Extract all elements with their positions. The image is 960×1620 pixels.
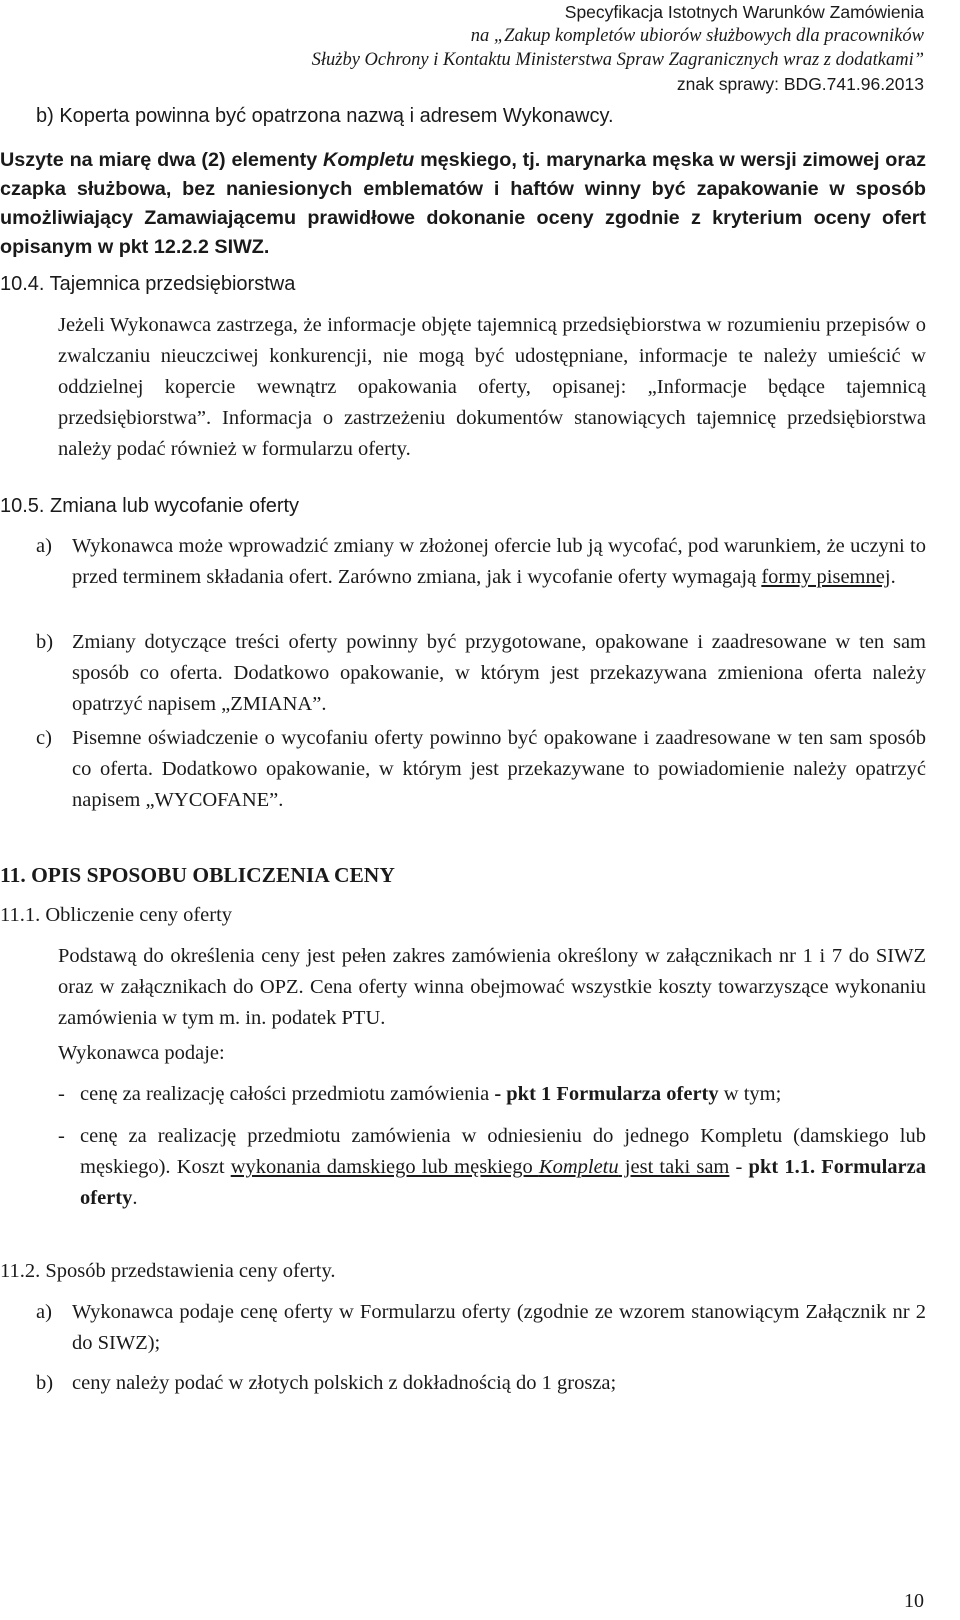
- section-10-5-item-a: [36, 531, 926, 593]
- item-b-text: Zmiany dotyczące treści oferty powinny być przygotowane, opakowane i zaadresowane w ten sam sposób co oferta. Dodatkowo opakowanie, w którym jest przekazywana zmieniona oferta należy opatrzyć napisem „ZMIANA”.: [72, 631, 926, 715]
- item-b-envelope: b) Koperta powinna być opatrzona nazwą i adresem Wykonawcy.: [36, 105, 614, 127]
- bullet-1-part-c: w tym;: [718, 1083, 782, 1105]
- price-bullet-1: [58, 1079, 926, 1110]
- sub2-item-a-label: a): [36, 1301, 52, 1323]
- bold-paragraph-part1: Uszyte na miarę dwa (2) elementy: [0, 149, 324, 171]
- bold-paragraph: [0, 146, 926, 262]
- bullet-1-part-a: cenę za realizację całości przedmiotu zamówienia: [80, 1083, 495, 1105]
- sub2-item-b-label: b): [36, 1372, 54, 1394]
- bullet-1-bold: - pkt 1 Formularza oferty: [494, 1083, 719, 1105]
- bold-paragraph-italic: Kompletu: [323, 149, 415, 171]
- wykonawca-podaje: Wykonawca podaje:: [58, 1042, 225, 1064]
- header-line-1: Specyfikacja Istotnych Warunków Zamówienia: [564, 2, 924, 22]
- bullet-2-text: [80, 1121, 926, 1214]
- section-11-1-heading: 11.1. Obliczenie ceny oferty: [0, 904, 233, 926]
- item-b-label: b): [36, 631, 54, 653]
- page-number: 10: [904, 1590, 924, 1612]
- item-a-text-main: Wykonawca może wprowadzić zmiany w złożonej ofercie lub ją wycofać, pod warunkiem, że uczyni to przed terminem składania ofert. Zarówno zmiana, jak i wycofanie oferty wymagają: [72, 535, 926, 588]
- section-10-5-heading: 10.5. Zmiana lub wycofanie oferty: [0, 495, 300, 517]
- bold-paragraph-part3: męskiego, tj. marynarka męska w wersji zimowej oraz czapka służbowa, bez naniesionych emblematów i haftów winny być zapakowanie w sposób umożliwiający Zamawiającemu prawidłowe dokonanie oceny zgodnie z kryterium oceny ofert opisanym w pkt 12.2.2 SIWZ.: [0, 149, 926, 258]
- bullet-2-bold: pkt 1.1. Formularza oferty: [80, 1156, 927, 1209]
- bullet-2-underlined: [231, 1156, 730, 1178]
- bullet-1-text: [80, 1079, 926, 1110]
- bullet-2-separator: -: [729, 1156, 749, 1178]
- section-10-4-heading: 10.4. Tajemnica przedsiębiorstwa: [0, 273, 296, 295]
- section-11-2-item-b: [36, 1368, 926, 1399]
- price-bullet-2: [58, 1121, 926, 1214]
- header-line-2: na „Zakup kompletów ubiorów służbowych dla pracowników: [470, 26, 924, 46]
- section-11-heading: 11. OPIS SPOSOBU OBLICZENIA CENY: [0, 863, 395, 887]
- bullet-2-underlined-italic: Kompletu: [538, 1156, 619, 1178]
- section-10-5-item-c: [36, 723, 926, 816]
- item-c-text: Pisemne oświadczenie o wycofaniu oferty powinno być opakowane i zaadresowane w ten sam sposób co oferta. Dodatkowo opakowanie, w którym jest przekazywane to powiadomienie należy opatrzyć napisem „WYCOFANE”.: [72, 727, 926, 811]
- item-a-end: .: [890, 566, 896, 588]
- section-10-5-item-b: [36, 627, 926, 720]
- bullet-2-end: .: [132, 1187, 138, 1209]
- page-header: [312, 0, 924, 96]
- section-11-2-item-a: [36, 1297, 926, 1359]
- section-11-1-paragraph: Podstawą do określenia ceny jest pełen zakres zamówienia określony w załącznikach nr 1 i 7 do SIWZ oraz w załącznikach do OPZ. Cena oferty winna obejmować wszystkie koszty towarzyszące wykonaniu zamówienia w tym m. in. podatek PTU.: [58, 945, 926, 1029]
- bullet-1-dash: -: [58, 1083, 65, 1105]
- sub2-item-b-text: ceny należy podać w złotych polskich z dokładnością do 1 grosza;: [72, 1372, 617, 1394]
- header-line-3: Służby Ochrony i Kontaktu Ministerstwa Spraw Zagranicznych wraz z dodatkami”: [311, 50, 924, 70]
- item-a-underlined: formy pisemnej: [761, 566, 891, 588]
- bullet-2-underlined-1: wykonania damskiego lub męskiego: [230, 1156, 539, 1178]
- sub2-item-a-text: Wykonawca podaje cenę oferty w Formularzu oferty (zgodnie ze wzorem stanowiącym Załącznik nr 2 do SIWZ);: [72, 1301, 926, 1354]
- section-10-4-paragraph: Jeżeli Wykonawca zastrzega, że informacje objęte tajemnicą przedsiębiorstwa w rozumieniu przepisów o zwalczaniu nieuczciwej konkurencji, nie mogą być udostępniane, informacje te należy umieścić w oddzielnej kopercie wewnątrz opakowania oferty, opisanej: „Informacje będące tajemnicą przedsiębiorstwa”. Informacja o zastrzeżeniu dokumentów stanowiących tajemnicę przedsiębiorstwa należy podać również w formularzu oferty.: [58, 314, 926, 460]
- bullet-2-underlined-2: jest taki sam: [618, 1156, 730, 1178]
- item-a-label: a): [36, 535, 52, 557]
- section-11-2-heading: 11.2. Sposób przedstawienia ceny oferty.: [0, 1260, 336, 1282]
- bullet-2-dash: -: [58, 1125, 65, 1147]
- bullet-2-part-a: cenę za realizację przedmiotu zamówienia w odniesieniu do jednego Kompletu (damskiego lub męskiego). Koszt: [80, 1125, 926, 1178]
- item-c-label: c): [36, 727, 52, 749]
- header-line-4: znak sprawy: BDG.741.96.2013: [676, 74, 924, 94]
- item-a-text: [72, 531, 926, 593]
